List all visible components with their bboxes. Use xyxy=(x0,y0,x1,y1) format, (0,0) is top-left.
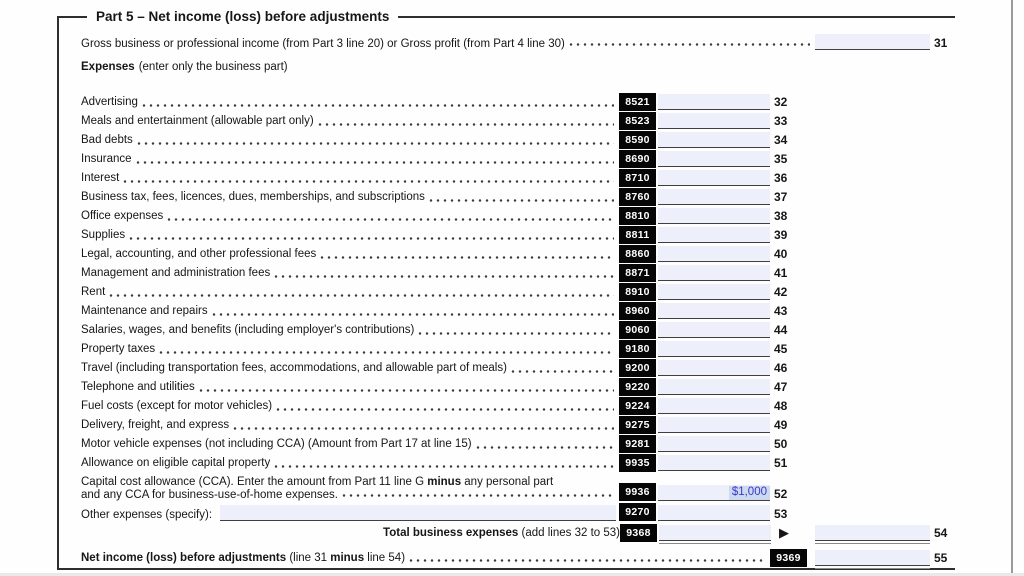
code-box-9224: 9224 xyxy=(619,397,656,415)
amount-field-line-51[interactable] xyxy=(658,455,770,471)
code-box-8690: 8690 xyxy=(619,150,656,168)
code-box-9200: 9200 xyxy=(619,359,656,377)
code-box-8760: 8760 xyxy=(619,188,656,206)
amount-field-line-33[interactable] xyxy=(658,113,770,129)
expense-label: Interest xyxy=(81,171,120,184)
expense-row xyxy=(81,301,955,320)
expense-label: Delivery, freight, and express xyxy=(81,418,230,431)
amount-field-line-42[interactable] xyxy=(658,284,770,300)
expense-row xyxy=(81,396,955,415)
cca-label-line1: Capital cost allowance (CCA). Enter the amount from Part 11 line G minus any personal part xyxy=(81,476,554,488)
header-rule-right xyxy=(398,16,955,18)
total-expenses-label: Total business expenses xyxy=(383,526,519,539)
expense-label: Telephone and utilities xyxy=(81,380,195,393)
code-box-9275: 9275 xyxy=(619,416,656,434)
amount-field-line-44[interactable] xyxy=(658,322,770,338)
dot-leader xyxy=(476,445,614,450)
dot-leader xyxy=(123,179,614,184)
expense-label: Advertising xyxy=(81,95,138,108)
amount-field-line-47[interactable] xyxy=(658,379,770,395)
code-box-9935: 9935 xyxy=(619,454,656,472)
line-number-51: 51 xyxy=(774,455,788,470)
amount-field-line-54[interactable] xyxy=(815,525,930,541)
amount-field-total-9368[interactable] xyxy=(659,525,771,541)
code-box-8871: 8871 xyxy=(619,264,656,282)
part5-title: Part 5 – Net income (loss) before adjustments xyxy=(96,9,390,24)
line-number-34: 34 xyxy=(774,132,788,147)
expense-label: Insurance xyxy=(81,152,132,165)
expense-label: Management and administration fees xyxy=(81,266,271,279)
total-expenses-label-rest: (add lines 32 to 53) xyxy=(518,526,620,539)
dot-leader xyxy=(137,141,614,146)
expense-label: Legal, accounting, and other professional fees xyxy=(81,247,317,260)
cca-amount-value: $1,000 xyxy=(729,486,770,500)
line-number-54: 54 xyxy=(934,525,948,540)
amount-field-line-32[interactable] xyxy=(658,94,770,110)
amount-field-line-46[interactable] xyxy=(658,360,770,376)
code-box-8910: 8910 xyxy=(619,283,656,301)
amount-field-line-50[interactable] xyxy=(658,436,770,452)
expense-row xyxy=(81,339,955,358)
line-number-46: 46 xyxy=(774,360,788,375)
dot-leader xyxy=(276,407,614,412)
expense-rows xyxy=(81,92,955,472)
expense-label: Meals and entertainment (allowable part only) xyxy=(81,114,314,127)
expense-row xyxy=(81,130,955,149)
expenses-heading xyxy=(81,61,955,75)
amount-field-line-41[interactable] xyxy=(658,265,770,281)
part5-content xyxy=(59,33,955,566)
code-box-9270: 9270 xyxy=(619,503,656,521)
amount-field-line-52[interactable] xyxy=(658,485,770,501)
net-income-label: Net income (loss) before adjustments xyxy=(81,551,287,564)
line-number-35: 35 xyxy=(774,151,788,166)
line-number-43: 43 xyxy=(774,303,788,318)
dot-leader xyxy=(320,255,614,260)
expense-row xyxy=(81,168,955,187)
dot-leader xyxy=(142,103,614,108)
line-number-36: 36 xyxy=(774,170,788,185)
expense-label: Bad debts xyxy=(81,133,133,146)
expense-row xyxy=(81,263,955,282)
line-number-33: 33 xyxy=(774,113,788,128)
line-number-44: 44 xyxy=(774,322,788,337)
code-box-8523: 8523 xyxy=(619,112,656,130)
line-number-45: 45 xyxy=(774,341,788,356)
dot-leader xyxy=(167,217,614,222)
expense-label: Travel (including transportation fees, accommodations, and allowable part of meals) xyxy=(81,361,507,374)
dot-leader xyxy=(212,312,614,317)
amount-field-line-31[interactable] xyxy=(815,34,930,50)
amount-field-line-48[interactable] xyxy=(658,398,770,414)
dot-leader xyxy=(129,236,614,241)
amount-field-line-49[interactable] xyxy=(658,417,770,433)
amount-field-line-38[interactable] xyxy=(658,208,770,224)
line-number-39: 39 xyxy=(774,227,788,242)
line-number-37: 37 xyxy=(774,189,788,204)
amount-field-line-55[interactable] xyxy=(815,550,930,566)
line-number-31: 31 xyxy=(934,36,948,50)
dot-leader xyxy=(199,388,614,393)
amount-field-line-39[interactable] xyxy=(658,227,770,243)
expense-row xyxy=(81,225,955,244)
expense-row xyxy=(81,434,955,453)
expense-row xyxy=(81,244,955,263)
line-number-47: 47 xyxy=(774,379,788,394)
dot-leader xyxy=(274,464,614,469)
expense-row xyxy=(81,453,955,472)
line-number-49: 49 xyxy=(774,417,788,432)
cca-label xyxy=(81,476,619,501)
cca-row xyxy=(81,476,955,501)
code-box-9369: 9369 xyxy=(770,549,807,567)
line-number-38: 38 xyxy=(774,208,788,223)
expense-row xyxy=(81,149,955,168)
expense-row xyxy=(81,206,955,225)
line-number-41: 41 xyxy=(774,265,788,280)
expense-label: Rent xyxy=(81,285,106,298)
other-expenses-row xyxy=(81,504,955,521)
code-box-9368: 9368 xyxy=(620,524,657,542)
code-box-8521: 8521 xyxy=(619,93,656,111)
expense-label: Allowance on eligible capital property xyxy=(81,456,271,469)
code-box-9220: 9220 xyxy=(619,378,656,396)
expense-label: Maintenance and repairs xyxy=(81,304,208,317)
code-box-8590: 8590 xyxy=(619,131,656,149)
expense-row xyxy=(81,92,955,111)
code-box-8960: 8960 xyxy=(619,302,656,320)
gross-income-row xyxy=(81,33,955,50)
expense-label: Motor vehicle expenses (not including CCA) (Amount from Part 17 at line 15) xyxy=(81,437,472,450)
line-number-32: 32 xyxy=(774,94,788,109)
dot-leader xyxy=(429,198,614,203)
code-box-8710: 8710 xyxy=(619,169,656,187)
part5-section xyxy=(57,9,955,570)
expenses-heading-rest: (enter only the business part) xyxy=(138,61,288,73)
code-box-8860: 8860 xyxy=(619,245,656,263)
expense-label: Property taxes xyxy=(81,342,156,355)
line-number-48: 48 xyxy=(774,398,788,413)
expense-row xyxy=(81,282,955,301)
code-box-8810: 8810 xyxy=(619,207,656,225)
amount-field-line-35[interactable] xyxy=(658,151,770,167)
other-expenses-label: Other expenses (specify): xyxy=(81,509,213,521)
expense-row xyxy=(81,111,955,130)
expense-row xyxy=(81,320,955,339)
dot-leader xyxy=(274,274,614,279)
expense-row xyxy=(81,377,955,396)
total-expenses-row xyxy=(81,524,955,541)
cca-label-line2: and any CCA for business-use-of-home expenses. xyxy=(81,489,619,502)
header-rule-left xyxy=(57,16,87,18)
other-expenses-specify-field[interactable] xyxy=(220,505,616,521)
gross-income-label: Gross business or professional income (from Part 3 line 20) or Gross profit (from Part 4 line 30) xyxy=(81,38,565,50)
net-income-row: Net income (loss) before adjustments (line 31 minus line 54) 9369 55 xyxy=(81,549,955,566)
dot-leader xyxy=(136,160,614,165)
code-box-9936: 9936 xyxy=(619,483,656,501)
code-box-9060: 9060 xyxy=(619,321,656,339)
amount-field-line-40[interactable] xyxy=(658,246,770,262)
line-number-50: 50 xyxy=(774,436,788,451)
dot-leader xyxy=(418,331,614,336)
amount-field-line-36[interactable] xyxy=(658,170,770,186)
code-box-9281: 9281 xyxy=(619,435,656,453)
dot-leader xyxy=(109,293,614,298)
dot-leader xyxy=(233,426,614,431)
expense-row xyxy=(81,415,955,434)
amount-field-line-53[interactable] xyxy=(658,505,770,521)
amount-field-line-45[interactable] xyxy=(658,341,770,357)
amount-field-line-37[interactable] xyxy=(658,189,770,205)
dot-leader xyxy=(342,493,614,498)
line-number-53: 53 xyxy=(774,507,788,521)
expense-label: Business tax, fees, licences, dues, memberships, and subscriptions xyxy=(81,190,425,203)
dot-leader xyxy=(569,42,810,47)
amount-field-line-43[interactable] xyxy=(658,303,770,319)
part5-header xyxy=(57,9,955,24)
dot-leader xyxy=(409,558,765,563)
line-number-42: 42 xyxy=(774,284,788,299)
amount-field-line-34[interactable] xyxy=(658,132,770,148)
code-box-9180: 9180 xyxy=(619,340,656,358)
dot-leader xyxy=(159,350,614,355)
expense-label: Fuel costs (except for motor vehicles) xyxy=(81,399,273,412)
line-number-40: 40 xyxy=(774,246,788,261)
carry-forward-arrow-icon: ▶ xyxy=(779,525,789,540)
expense-row xyxy=(81,358,955,377)
expenses-heading-bold: Expenses xyxy=(81,61,135,73)
page-right-border xyxy=(1011,0,1013,576)
expense-label: Salaries, wages, and benefits (including employer's contributions) xyxy=(81,323,415,336)
dot-leader xyxy=(318,122,614,127)
line-number-55: 55 xyxy=(934,550,948,565)
expense-label: Office expenses xyxy=(81,209,164,222)
dot-leader xyxy=(511,369,614,374)
code-box-8811: 8811 xyxy=(619,226,656,244)
line-number-52: 52 xyxy=(774,487,788,501)
expense-row xyxy=(81,187,955,206)
expense-label: Supplies xyxy=(81,228,126,241)
